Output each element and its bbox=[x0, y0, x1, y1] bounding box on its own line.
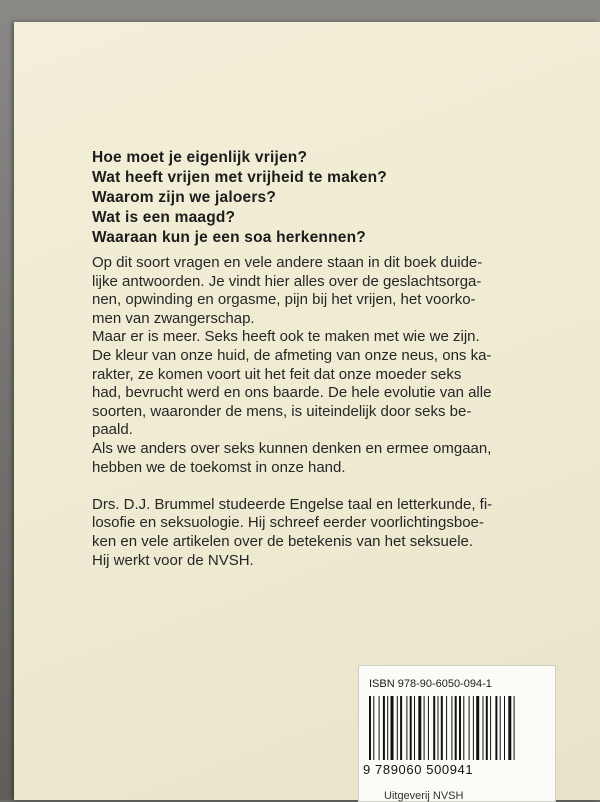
blurb-line bbox=[92, 440, 526, 459]
blurb-line bbox=[92, 459, 526, 478]
blurb-line-text: paald. bbox=[92, 421, 133, 439]
blurb-line bbox=[92, 421, 526, 440]
author-line bbox=[92, 496, 526, 515]
blurb-line-text: rakter, ze komen voort uit het feit dat onze moeder seks bbox=[92, 365, 462, 383]
paragraph-gap bbox=[92, 477, 526, 496]
blurb-text bbox=[92, 254, 526, 570]
barcode-sticker bbox=[358, 665, 556, 802]
question-line: Hoe moet je eigenlijk vrijen? bbox=[92, 149, 308, 166]
author-line bbox=[92, 514, 526, 533]
author-line bbox=[92, 533, 526, 552]
question-line: Wat heeft vrijen met vrijheid te maken? bbox=[92, 169, 387, 186]
blurb-line bbox=[92, 291, 526, 310]
author-line-text: Hij werkt voor de NVSH. bbox=[92, 551, 254, 569]
blurb-line-text: De kleur van onze huid, de afmeting van onze neus, ons ka- bbox=[92, 346, 492, 364]
isbn-label: ISBN 978-90-6050-094-1 bbox=[369, 678, 492, 690]
blurb-line-text: hebben we de toekomst in onze hand. bbox=[92, 458, 346, 476]
blurb-line bbox=[92, 310, 526, 329]
blurb-line-text: Maar er is meer. Seks heeft ook te maken met wie we zijn. bbox=[92, 328, 480, 346]
blurb-line-text: had, bevrucht werd en ons baarde. De hele evolutie van alle bbox=[92, 384, 492, 402]
question-line: Waaraan kun je een soa herkennen? bbox=[92, 229, 366, 246]
blurb-line-text: Als we anders over seks kunnen denken en ermee omgaan, bbox=[92, 439, 492, 457]
author-line-text: losofie en seksuologie. Hij schreef eerder voorlichtingsboe- bbox=[92, 514, 484, 532]
question-line: Waarom zijn we jaloers? bbox=[92, 189, 277, 206]
barcode-number: 9 789060 500941 bbox=[363, 762, 474, 777]
blurb-line bbox=[92, 366, 526, 385]
blurb-line-text: men van zwangerschap. bbox=[92, 309, 255, 327]
blurb-line-text: lijke antwoorden. Je vindt hier alles over de geslachtsorga- bbox=[92, 272, 482, 290]
blurb-line-text: Op dit soort vragen en vele andere staan in dit boek duide- bbox=[92, 254, 483, 271]
blurb-line bbox=[92, 384, 526, 403]
author-line-text: ken en vele artikelen over de betekenis van het seksuele. bbox=[92, 532, 474, 550]
author-line-text: Drs. D.J. Brummel studeerde Engelse taal en letterkunde, fi- bbox=[92, 495, 493, 513]
blurb-line-text: soorten, waaronder de mens, is uiteindelijk door seks be- bbox=[92, 402, 472, 420]
blurb-line bbox=[92, 328, 526, 347]
blurb-line bbox=[92, 254, 526, 273]
question-line: Wat is een maagd? bbox=[92, 209, 236, 226]
barcode-icon bbox=[367, 696, 547, 764]
blurb-line bbox=[92, 347, 526, 366]
author-line bbox=[92, 552, 526, 571]
blurb-line-text: nen, opwinding en orgasme, pijn bij het vrijen, het voorko- bbox=[92, 291, 476, 309]
questions-block bbox=[92, 148, 572, 248]
publisher-name: Uitgeverij NVSH bbox=[384, 790, 464, 802]
blurb-line bbox=[92, 273, 526, 292]
blurb-line bbox=[92, 403, 526, 422]
